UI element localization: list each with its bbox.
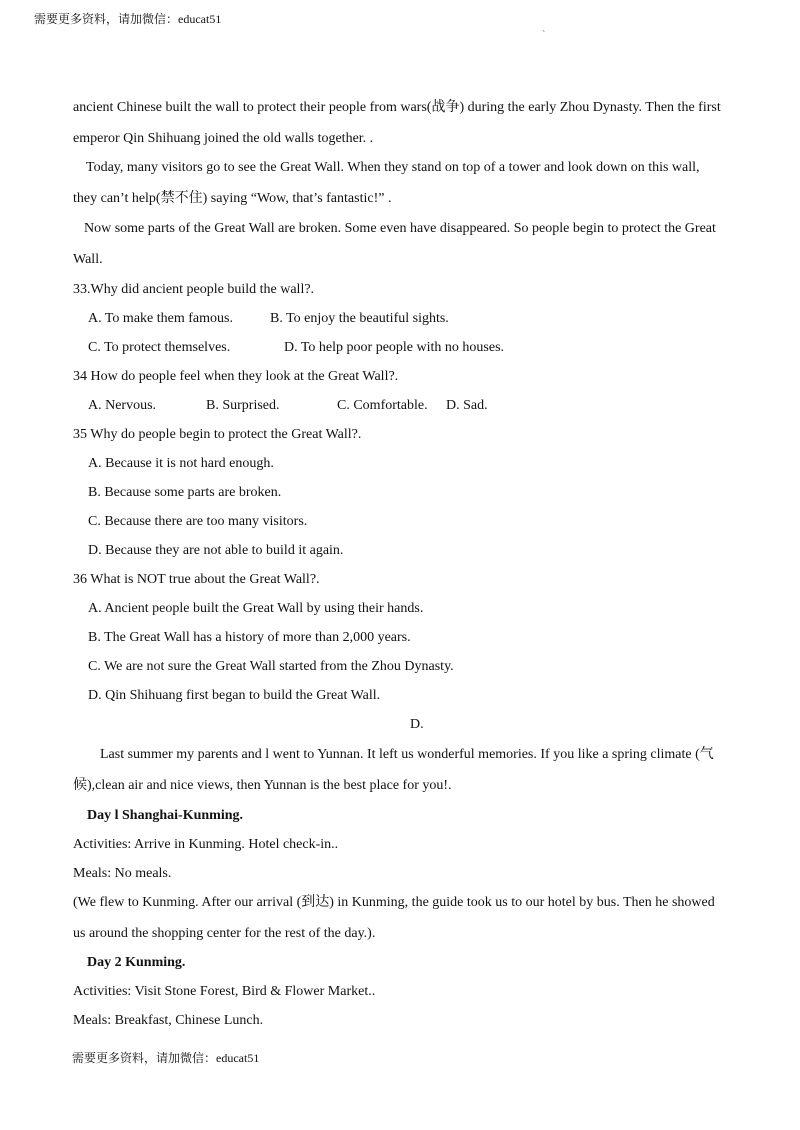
- option-d: D. To help poor people with no houses.: [284, 340, 505, 355]
- option-b: B. Surprised.: [206, 398, 280, 413]
- option-a: A. To make them famous.: [88, 311, 233, 326]
- passage-line: Today, many visitors go to see the Great Wall. When they stand on top of a tower and look down on this wall,: [86, 160, 700, 175]
- question-36-stem: 36 What is NOT true about the Great Wall?.: [73, 572, 320, 587]
- option-b: B. To enjoy the beautiful sights.: [270, 311, 449, 326]
- option-b: B. Because some parts are broken.: [88, 485, 282, 500]
- option-c: C. Comfortable.: [337, 398, 428, 413]
- option-a: A. Ancient people built the Great Wall by using their hands.: [88, 601, 424, 616]
- option-c: C. Because there are too many visitors.: [88, 514, 308, 529]
- option-d: D. Sad.: [446, 398, 488, 413]
- passage-line: ancient Chinese built the wall to protect their people from wars(战争) during the early Zhou Dynasty. Then the first: [73, 100, 721, 115]
- option-b: B. The Great Wall has a history of more than 2,000 years.: [88, 630, 411, 645]
- passage-line: 候),clean air and nice views, then Yunnan is the best place for you!.: [73, 778, 452, 793]
- day2-meals: Meals: Breakfast, Chinese Lunch.: [73, 1013, 264, 1028]
- question-34-stem: 34 How do people feel when they look at the Great Wall?.: [73, 369, 399, 384]
- option-a: A. Nervous.: [88, 398, 157, 413]
- question-33-stem: 33.Why did ancient people build the wall?.: [73, 282, 315, 297]
- option-d: D. Qin Shihuang first began to build the Great Wall.: [88, 688, 381, 703]
- day1-note: (We flew to Kunming. After our arrival (到达) in Kunming, the guide took us to our hotel by bus. Then he showed: [73, 895, 715, 910]
- page-header-note: 需要更多资料，请加微信：educat51: [34, 12, 222, 26]
- section-label: D.: [410, 717, 424, 732]
- day1-meals: Meals: No meals.: [73, 866, 172, 881]
- passage-line: emperor Qin Shihuang joined the old walls together. .: [73, 131, 374, 146]
- passage-line: Wall.: [73, 252, 103, 267]
- question-35-stem: 35 Why do people begin to protect the Great Wall?.: [73, 427, 362, 442]
- option-c: C. We are not sure the Great Wall started from the Zhou Dynasty.: [88, 659, 454, 674]
- header-mark: `: [542, 30, 546, 41]
- page-footer-note: 需要更多资料，请加微信：educat51: [72, 1051, 260, 1065]
- day1-activities: Activities: Arrive in Kunming. Hotel check-in..: [73, 837, 339, 852]
- day2-activities: Activities: Visit Stone Forest, Bird & Flower Market..: [73, 984, 376, 999]
- day2-heading: Day 2 Kunming.: [87, 955, 186, 970]
- option-d: D. Because they are not able to build it again.: [88, 543, 344, 558]
- day1-heading: Day l Shanghai-Kunming.: [87, 808, 243, 823]
- option-a: A. Because it is not hard enough.: [88, 456, 274, 471]
- passage-line: they can’t help(禁不住) saying “Wow, that’s fantastic!” .: [73, 191, 392, 206]
- option-c: C. To protect themselves.: [88, 340, 231, 355]
- day1-note: us around the shopping center for the rest of the day.).: [73, 926, 376, 941]
- passage-line: Now some parts of the Great Wall are broken. Some even have disappeared. So people begin to protect the Great: [84, 221, 716, 236]
- passage-line: Last summer my parents and l went to Yunnan. It left us wonderful memories. If you like a spring climate (气: [100, 747, 714, 762]
